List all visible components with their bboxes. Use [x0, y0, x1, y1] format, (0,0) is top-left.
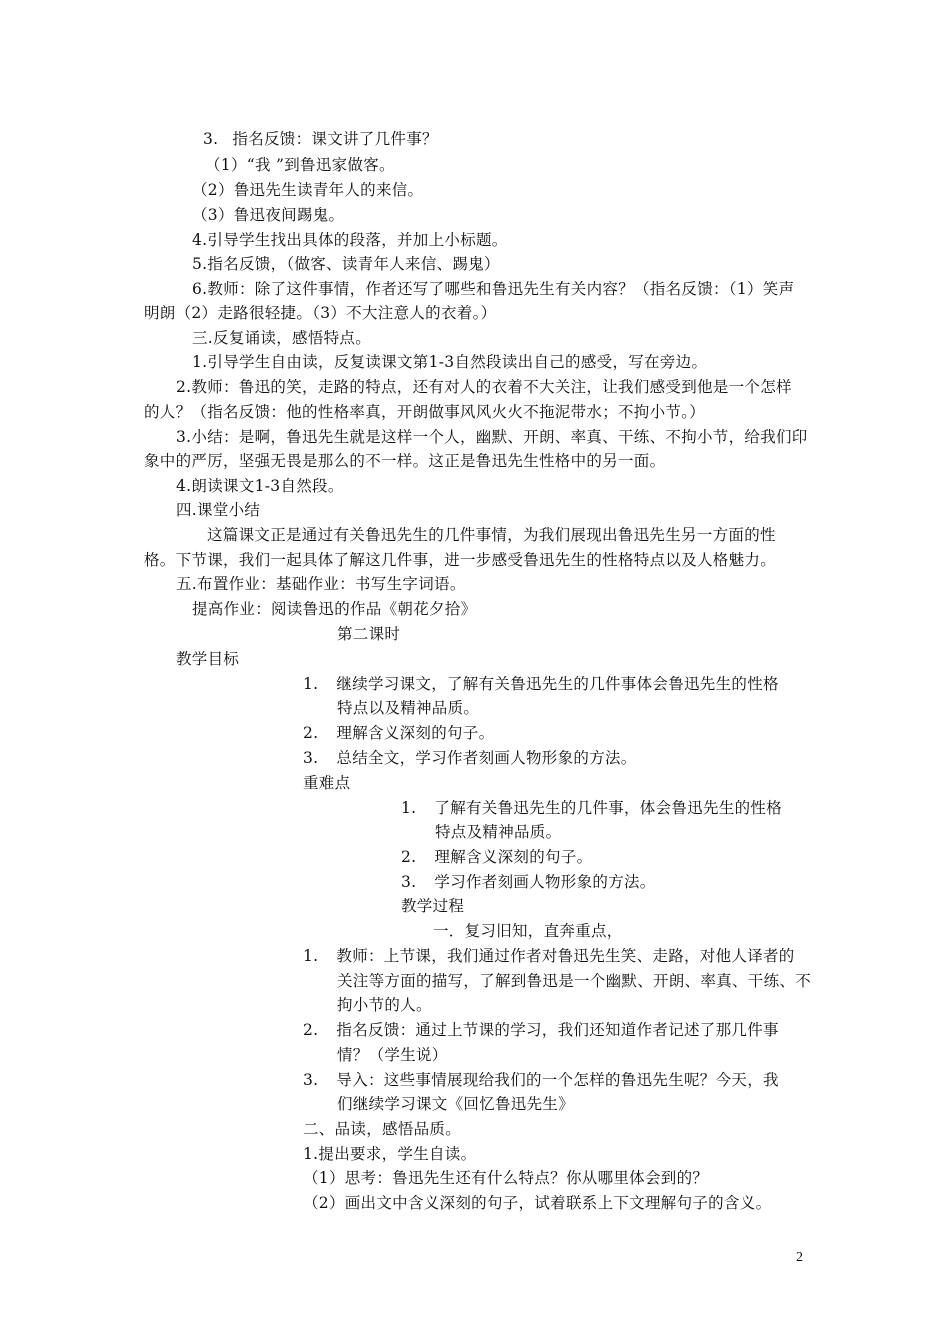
line-text: 教师：上节课，我们通过作者对鲁迅先生笑、走路，对他人译者的 [336, 947, 795, 965]
list-number: 3. [203, 130, 219, 148]
list-item [303, 723, 494, 743]
line-text: 理解含义深刻的句子。 [434, 848, 593, 866]
section-heading: 重难点 [303, 774, 351, 792]
list-item [303, 1020, 779, 1040]
list-item [303, 1070, 779, 1090]
list-number: 2. [303, 1021, 319, 1039]
line-text: 理解含义深刻的句子。 [336, 724, 495, 742]
list-item [401, 872, 656, 892]
text-line: （2）画出文中含义深刻的句子，试着联系上下文理解句子的含义。 [303, 1194, 772, 1212]
line-text: 继续学习课文，了解有关鲁迅先生的几件事体会鲁迅先生的性格 [336, 675, 779, 693]
text-line: 6.教师：除了这件事情，作者还写了哪些和鲁迅先生有关内容？（指名反馈：（1）笑声 [192, 280, 795, 298]
text-line: （1）思考：鲁迅先生还有什么特点？你从哪里体会到的？ [303, 1169, 709, 1187]
text-line: 关注等方面的描写，了解到鲁迅是一个幽默、开朗、率真、干练、不 [337, 972, 812, 990]
line-text: 总结全文，学习作者刻画人物形象的方法。 [336, 749, 637, 767]
text-line: 3.小结：是啊，鲁迅先生就是这样一个人，幽默、开朗、率真、干练、不拘小节，给我们印 [176, 428, 808, 446]
section-heading: 五.布置作业：基础作业：书写生字词语。 [176, 575, 466, 593]
list-number: 2. [401, 848, 417, 866]
page-number: 2 [796, 1250, 803, 1265]
text-line: 1.引导学生自由读，反复读课文第1-3自然段读出自己的感受，写在旁边。 [192, 353, 708, 371]
section-heading: 二、品读，感悟品质。 [303, 1120, 462, 1138]
text-line: 明朗（2）走路很轻捷。（3）不大注意人的衣着。） [144, 304, 497, 322]
line-text: 了解有关鲁迅先生的几件事，体会鲁迅先生的性格 [434, 799, 782, 817]
list-number: 3. [303, 749, 319, 767]
text-line: （2）鲁迅先生读青年人的来信。 [192, 181, 424, 199]
text-line: （3）鲁迅夜间踢鬼。 [192, 206, 345, 224]
list-item [303, 946, 795, 966]
line-text: 指名反馈：通过上节课的学习，我们还知道作者记述了那几件事 [336, 1021, 779, 1039]
text-line: 们继续学习课文《回忆鲁迅先生》 [337, 1095, 575, 1113]
text-line: （1）“我 ”到鲁迅家做客。 [205, 156, 395, 174]
text-line [203, 129, 438, 149]
list-item [303, 674, 779, 694]
text-line: 特点及精神品质。 [435, 823, 562, 841]
list-item [401, 847, 592, 867]
section-heading: 四.课堂小结 [176, 501, 261, 519]
section-heading: 教学目标 [176, 650, 240, 668]
text-line: 象中的严厉，坚强无畏是那么的不一样。这正是鲁迅先生性格中的另一面。 [144, 452, 666, 470]
text-line: 4.朗读课文1-3自然段。 [176, 477, 344, 495]
text-line: 这篇课文正是通过有关鲁迅先生的几件事情，为我们展现出鲁迅先生另一方面的性 [207, 526, 776, 544]
list-number: 3. [401, 873, 417, 891]
list-item [303, 748, 637, 768]
line-text: 指名反馈：课文讲了几件事？ [232, 130, 438, 148]
list-number: 1. [303, 675, 319, 693]
list-item [401, 798, 782, 818]
text-line: 拘小节的人。 [337, 996, 432, 1014]
text-line: 5.指名反馈，（做客、读青年人来信、踢鬼） [192, 255, 500, 273]
text-line: 格。下节课，我们一起具体了解这几件事，进一步感受鲁迅先生的性格特点以及人格魅力。 [144, 551, 777, 569]
text-line: 4.引导学生找出具体的段落，并加上小标题。 [192, 231, 508, 249]
section-heading: 一．复习旧知，直奔重点， [433, 922, 623, 940]
text-line: 情？（学生说） [337, 1046, 448, 1064]
lesson-heading: 第二课时 [337, 625, 401, 643]
line-text: 导入：这些事情展现给我们的一个怎样的鲁迅先生呢？今天，我 [336, 1071, 779, 1089]
text-line: 特点以及精神品质。 [337, 699, 480, 717]
section-heading: 教学过程 [401, 897, 465, 915]
text-line: 2.教师：鲁迅的笑，走路的特点，还有对人的衣着不大关注，让我们感受到他是一个怎样 [176, 378, 792, 396]
line-text: 学习作者刻画人物形象的方法。 [434, 873, 656, 891]
section-heading: 三.反复诵读，感悟特点。 [192, 329, 372, 347]
text-line: 的人？（指名反馈：他的性格率真，开朗做事风风火火不拖泥带水；不拘小节。） [144, 403, 706, 421]
list-number: 2. [303, 724, 319, 742]
text-line: 1.提出要求，学生自读。 [303, 1145, 477, 1163]
list-number: 1. [303, 947, 319, 965]
text-line: 提高作业：阅读鲁迅的作品《朝花夕拾》 [192, 600, 477, 618]
list-number: 3. [303, 1071, 319, 1089]
list-number: 1. [401, 799, 417, 817]
